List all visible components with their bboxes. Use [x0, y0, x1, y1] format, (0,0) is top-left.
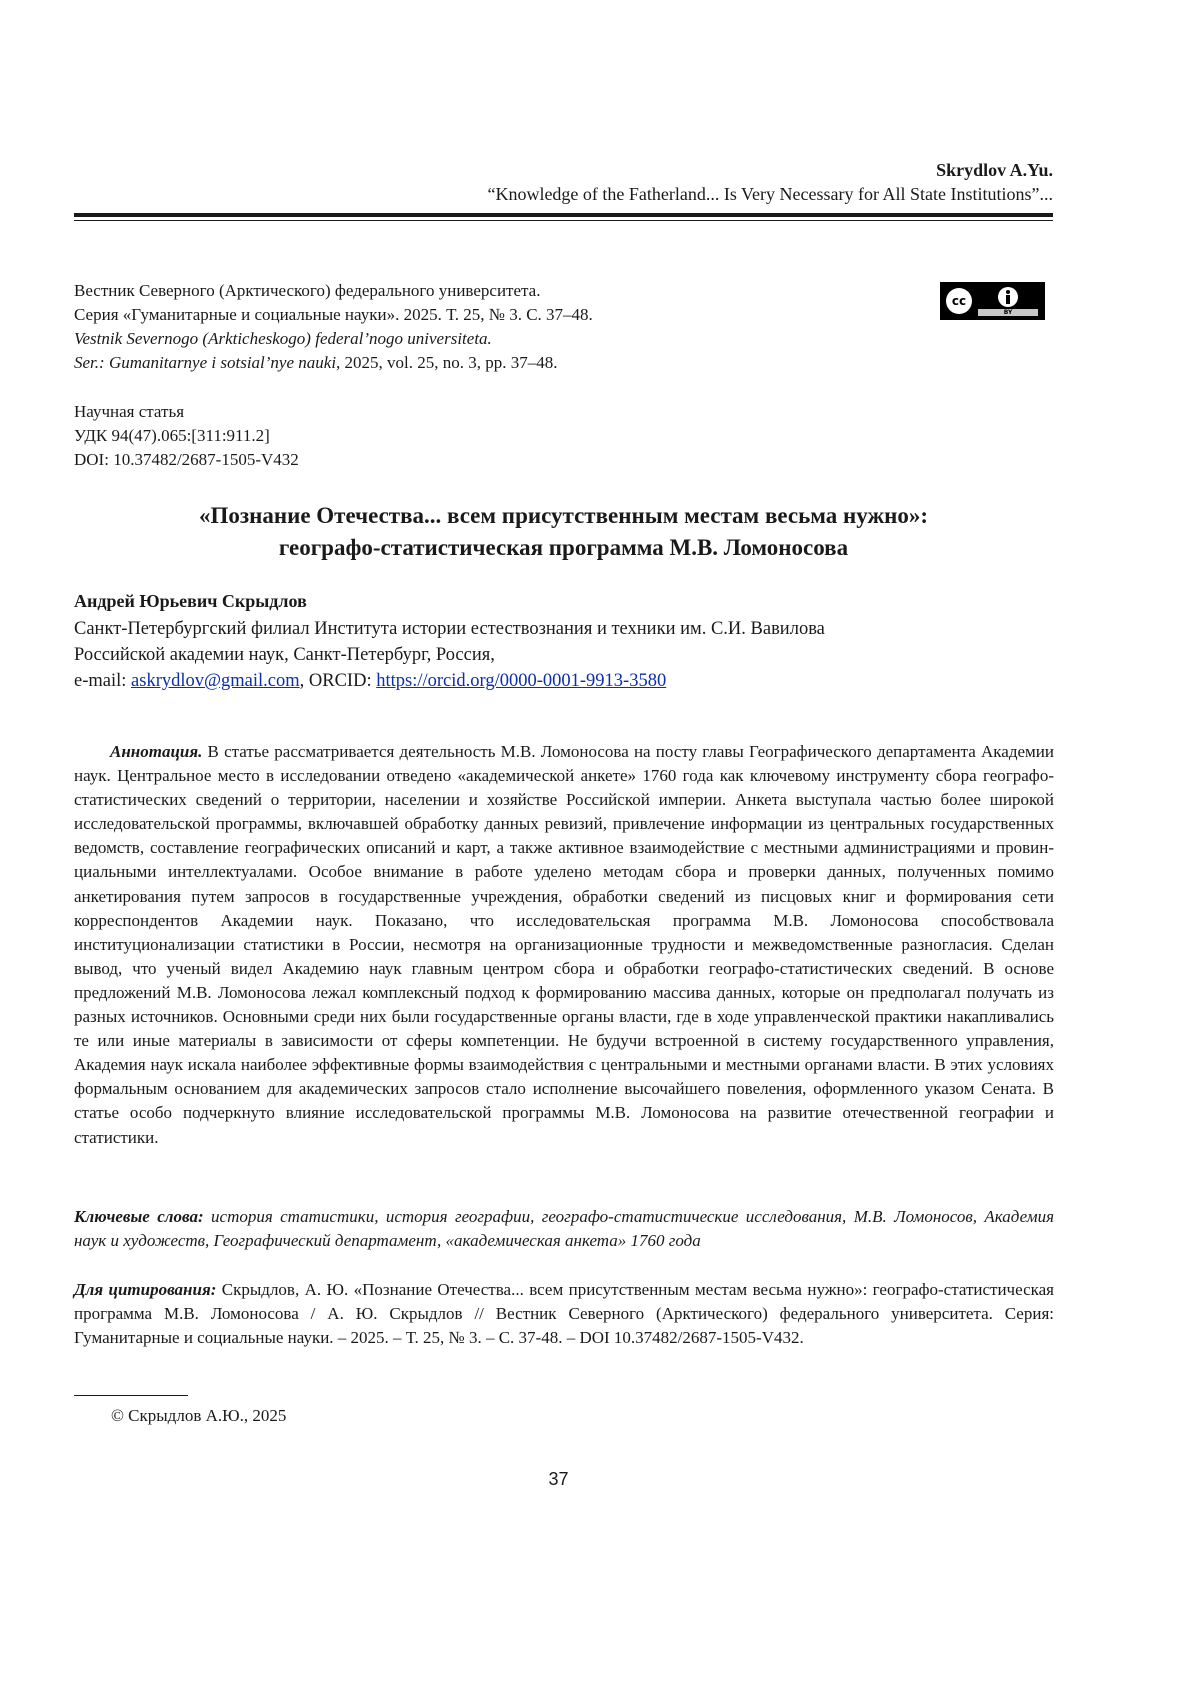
copyright-notice: © Скрыдлов А.Ю., 2025	[111, 1406, 287, 1425]
orcid-link[interactable]: https://orcid.org/0000-0001-9913-3580	[376, 671, 667, 691]
keywords-text: история статистики, история географии, географо-статистические исследования, М.В. Ломоносов, Академия наук и художеств, Географический департамент, «академическая анкета» 1760 года	[74, 1207, 1054, 1250]
citation-label: Для цитирования:	[74, 1280, 217, 1299]
by-label: BY	[978, 309, 1038, 316]
author-affiliation	[74, 616, 825, 694]
article-type: Научная статья	[74, 402, 185, 421]
abstract-label: Аннотация.	[110, 742, 203, 761]
attribution-person-icon	[998, 287, 1018, 307]
article-title-line-1: «Познание Отечества... всем присутственным местам весьма нужно»:	[198, 503, 929, 528]
by-block	[972, 283, 1044, 319]
journal-series-volume: , 2025, vol. 25, no. 3, pp. 37–48.	[336, 353, 558, 372]
author-name: Андрей Юрьевич Скрыдлов	[74, 591, 307, 611]
cc-by-icon	[940, 282, 1045, 320]
keywords	[74, 1205, 1054, 1253]
running-header-title: “Knowledge of the Fatherland... Is Very Necessary for All State Institutions”...	[487, 184, 1053, 204]
header-rule-thick	[74, 213, 1053, 217]
keywords-label: Ключевые слова:	[74, 1207, 204, 1226]
abstract	[74, 740, 1054, 1150]
citation	[74, 1278, 1054, 1350]
contact-line	[74, 668, 825, 694]
journal-line-ru: Вестник Северного (Арктического) федерального университета.	[74, 281, 541, 300]
doi: DOI: 10.37482/2687-1505-V432	[74, 450, 299, 469]
citation-text: Скрыдлов, А. Ю. «Познание Отечества... всем присутственным местам весьма нужно»: географо-статистическая программа М.В. Ломоносова / А. Ю. Скрыдлов // Вестник Северного (Арктического) федерального университета. Серия: Гуманитарные и социальные науки. – 2025. – Т. 25, № 3. – С. 37-48. – DOI 10.37482/2687-1505-V432.	[74, 1280, 1054, 1347]
page-number: 37	[548, 1469, 569, 1489]
journal-series-ru: Серия «Гуманитарные и социальные науки». 2025. Т. 25, № 3. С. 37–48.	[74, 305, 593, 324]
orcid-label: , ORCID:	[299, 671, 377, 691]
article-title	[74, 500, 1053, 564]
running-header-author: Skrydlov A.Yu.	[936, 160, 1053, 180]
journal-series-translit	[74, 351, 593, 375]
header-rule-thin	[74, 220, 1053, 221]
abstract-text: В статье рассматривается деятельность М.В. Ломоносова на посту главы Географического департамента Академии наук. Центральное место в исследовании отведено «академической анкете» 1760 года как ключевому инструменту сбора географо-статистических сведений о территории, населении и хозяйстве Российской империи. Анкета выступала частью более широкой исследовательской программы, включавшей обработку данных ревизий, привлечение информации из центральных государственных ведомств, составление географических описаний и карт, а также активное взаимодействие с местными администрациями и провинциальными интеллектуалами. Особое внимание в работе уделено методам сбора и проверки данных, полученных помимо анкетирования путем запросов в государственные учреждения, обработки сведений из писцовых книг и формирования сети корреспондентов Академии наук. Показано, что исследовательская программа М.В. Ломоносова способствовала институционализации статистики в России, несмотря на организационные трудности и межведомственные разногласия. Сделан вывод, что ученый видел Академию наук главным центром сбора и обработки географо-статистических сведений. В основе предложений М.В. Ломоносова лежал комплексный подход к формированию массива данных, которые он предполагал получать из разных источников. Основными среди них были государственные органы власти, где в ходе управленческой практики накапливались те или иные материалы в зависимости от сферы компетенции. Не будучи встроенной в систему государственного управления, Академия наук искала наиболее эффективные формы взаимодействия с центральными и местными органами власти. В этих условиях формальным основанием для академических запросов стало исполнение высочайшего повеления, оформленного указом Сената. В статье особо подчеркнуто влияние исследовательской программы М.В. Ломоносова на развитие отечественной географии и статистики.	[74, 742, 1054, 1147]
email-label: e-mail:	[74, 671, 132, 691]
cc-icon: cc	[946, 288, 972, 314]
abstract-paragraph	[74, 740, 1054, 1150]
journal-info	[74, 279, 593, 375]
email-link[interactable]: askrydlov@gmail.com	[131, 671, 300, 691]
journal-series-name: Ser.: Gumanitarnye i sotsial’nye nauki	[74, 353, 337, 372]
article-meta	[74, 400, 299, 472]
udc-code: УДК 94(47).065:[311:911.2]	[74, 426, 270, 445]
affiliation-line-1: Санкт-Петербургский филиал Института истории естествознания и техники им. С.И. Вавилова	[74, 619, 825, 639]
article-title-line-2: географо-статистическая программа М.В. Ломоносова	[278, 535, 849, 560]
footnote-rule	[74, 1395, 188, 1396]
journal-line-translit: Vestnik Severnogo (Arkticheskogo) federal’nogo universiteta.	[74, 329, 492, 348]
affiliation-line-2: Российской академии наук, Санкт-Петербург, Россия,	[74, 645, 495, 665]
